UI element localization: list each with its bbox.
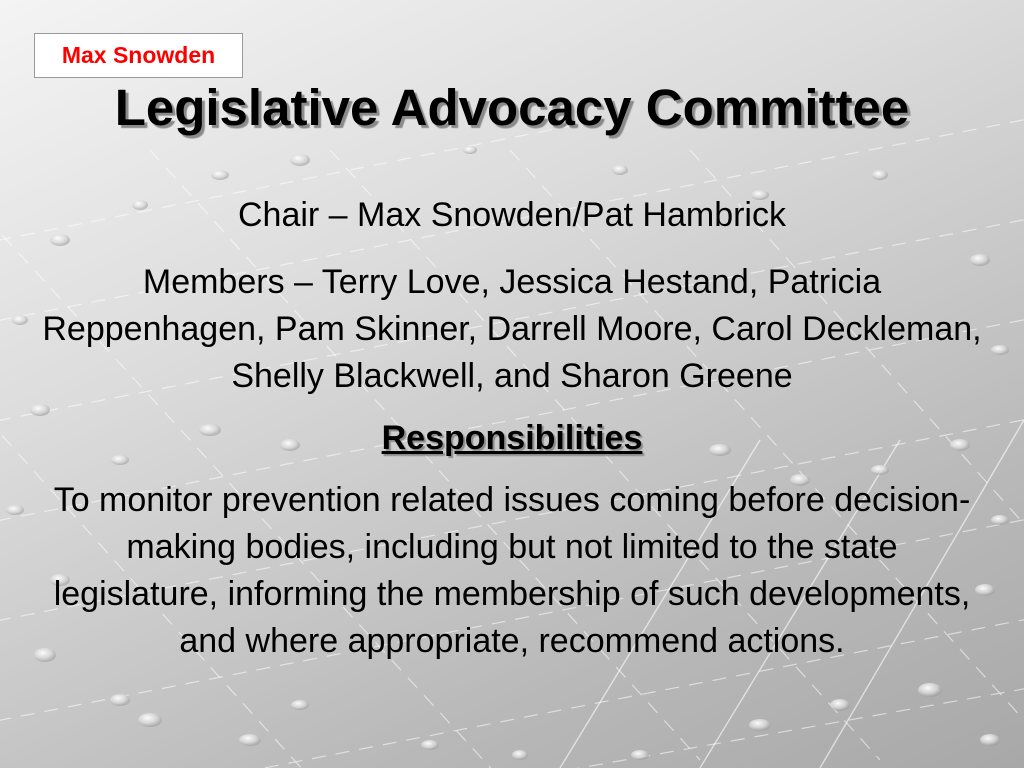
slide-body bbox=[40, 192, 984, 665]
chair-line: Chair – Max Snowden/Pat Hambrick bbox=[237, 196, 786, 234]
responsibilities-paragraph: To monitor prevention related issues coming before decision-making bodies, including but not limited to the state legislature, informing the membership of such developments, and where appropriate, recommend actions. bbox=[53, 481, 971, 660]
slide-title: Legislative Advocacy Committee bbox=[114, 79, 910, 136]
members-paragraph: Members – Terry Love, Jessica Hestand, Patricia Reppenhagen, Pam Skinner, Darrell Moore, Carol Deckleman, Shelly Blackwell, and Sharon Greene bbox=[42, 263, 982, 395]
responsibilities-heading: Responsibilities bbox=[381, 419, 643, 457]
presenter-name-tag: Max Snowden bbox=[34, 33, 243, 78]
